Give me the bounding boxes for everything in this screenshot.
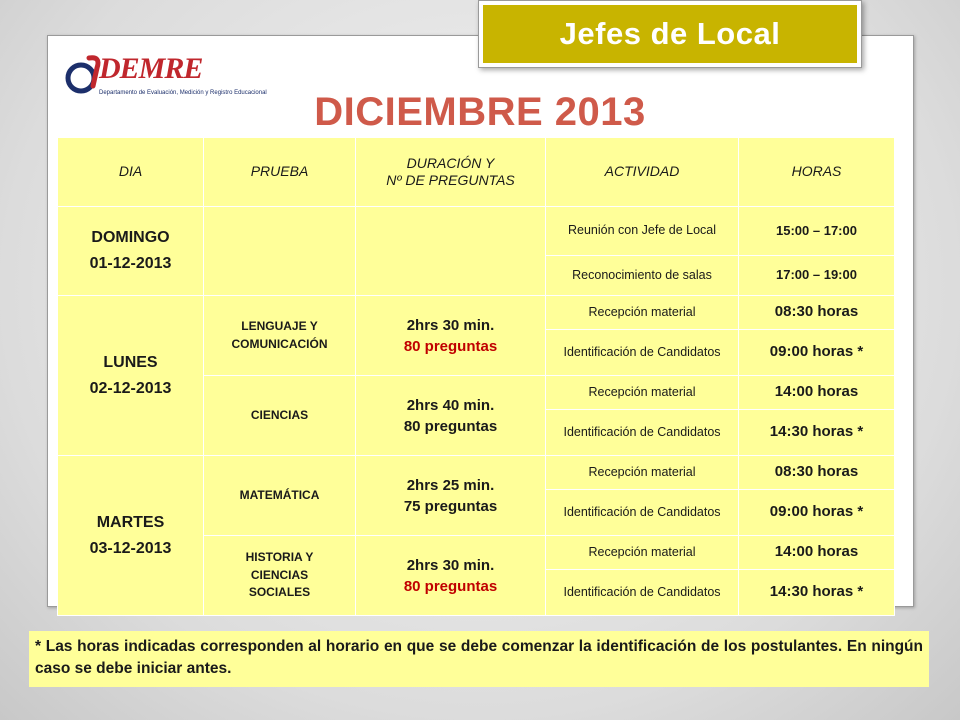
time-cell: 14:30 horas *	[739, 570, 895, 616]
time-cell: 14:00 horas	[739, 536, 895, 570]
duration-text: 2hrs 30 min.	[406, 556, 495, 574]
activity-cell: Identificación de Candidatos	[546, 570, 739, 616]
section-badge-label: Jefes de Local	[559, 16, 781, 51]
duration-cell-empty	[356, 207, 546, 296]
questions-text: 75 preguntas	[403, 497, 498, 515]
test-cell-lenguaje	[204, 296, 356, 376]
activity-cell: Reunión con Jefe de Local	[546, 207, 739, 256]
time-cell: 08:30 horas	[739, 296, 895, 330]
duration-text: 2hrs 40 min.	[406, 396, 495, 414]
header-horas: HORAS	[739, 138, 895, 207]
questions-text: 80 preguntas	[403, 417, 498, 435]
table-header-row	[58, 138, 895, 207]
header-duracion-line1: DURACIÓN Y	[406, 154, 495, 171]
table-row	[58, 207, 895, 256]
day-date: 03-12-2013	[89, 539, 172, 557]
activity-cell: Identificación de Candidatos	[546, 330, 739, 376]
day-date: 02-12-2013	[89, 379, 172, 397]
test-name-line: HISTORIA Y	[245, 550, 314, 565]
table-row	[58, 456, 895, 490]
questions-text: 80 preguntas	[403, 337, 498, 355]
activity-cell: Recepción material	[546, 456, 739, 490]
demre-logo-word	[99, 52, 202, 86]
activity-cell: Recepción material	[546, 296, 739, 330]
time-cell: 09:00 horas *	[739, 490, 895, 536]
day-cell-lunes	[58, 296, 204, 456]
time-cell: 14:00 horas	[739, 376, 895, 410]
day-date: 01-12-2013	[89, 255, 172, 272]
time-cell: 09:00 horas *	[739, 330, 895, 376]
test-name-line: CIENCIAS	[250, 407, 309, 422]
table-row	[58, 296, 895, 330]
activity-cell: Recepción material	[546, 376, 739, 410]
time-cell: 14:30 horas *	[739, 410, 895, 456]
page-title: DICIEMBRE 2013	[314, 90, 646, 134]
duration-text: 2hrs 25 min.	[406, 476, 495, 494]
time-cell: 08:30 horas	[739, 456, 895, 490]
duration-text: 2hrs 30 min.	[406, 316, 495, 334]
duration-cell-ciencias	[356, 376, 546, 456]
footnote: * Las horas indicadas corresponden al horario en que se debe comenzar la identificación de los postulantes. En ningún caso se debe iniciar antes.	[29, 631, 929, 687]
day-cell-domingo	[58, 207, 204, 296]
test-name-line: COMUNICACIÓN	[231, 336, 328, 351]
day-name: MARTES	[96, 513, 165, 531]
day-name: LUNES	[103, 353, 158, 371]
day-cell-martes	[58, 456, 204, 616]
test-name-line: MATEMÁTICA	[239, 487, 320, 502]
demre-logo-wordmark: DEMRE	[99, 52, 203, 85]
header-prueba: PRUEBA	[204, 138, 356, 207]
time-cell: 17:00 – 19:00	[739, 256, 895, 296]
header-actividad: ACTIVIDAD	[546, 138, 739, 207]
schedule-table	[57, 137, 895, 616]
header-duracion-line2: Nº DE PREGUNTAS	[386, 172, 515, 188]
test-cell-matematica	[204, 456, 356, 536]
activity-cell: Recepción material	[546, 536, 739, 570]
day-name: DOMINGO	[91, 229, 170, 247]
test-name-line: SOCIALES	[248, 585, 311, 600]
activity-cell: Identificación de Candidatos	[546, 490, 739, 536]
test-cell-historia	[204, 536, 356, 616]
header-duracion	[356, 138, 546, 207]
duration-cell-historia	[356, 536, 546, 616]
section-badge-fill	[483, 5, 857, 63]
questions-text: 80 preguntas	[403, 577, 498, 595]
duration-cell-lenguaje	[356, 296, 546, 376]
test-cell-empty	[204, 207, 356, 296]
test-name-line: CIENCIAS	[250, 567, 309, 582]
demre-logo-subtitle: Departamento de Evaluación, Medición y Registro Educacional	[99, 90, 267, 96]
section-badge	[478, 0, 862, 68]
test-cell-ciencias	[204, 376, 356, 456]
duration-cell-matematica	[356, 456, 546, 536]
header-dia: DIA	[58, 138, 204, 207]
activity-cell: Identificación de Candidatos	[546, 410, 739, 456]
test-name-line: LENGUAJE Y	[241, 319, 318, 334]
time-cell: 15:00 – 17:00	[739, 207, 895, 256]
activity-cell: Reconocimiento de salas	[546, 256, 739, 296]
